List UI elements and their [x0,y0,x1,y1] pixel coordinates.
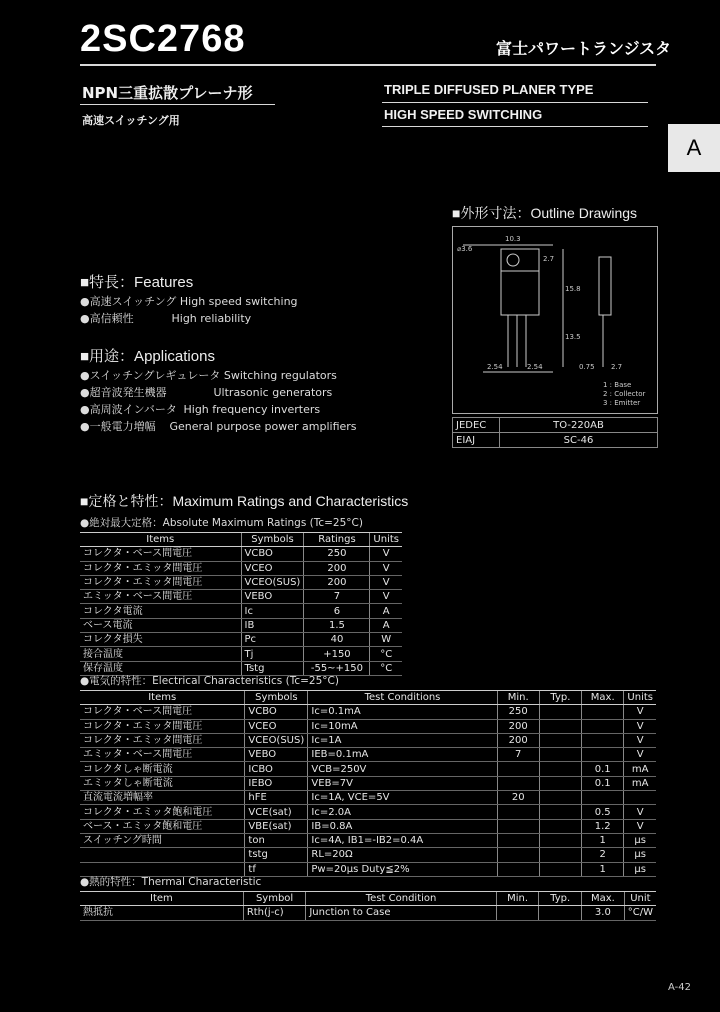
elec-unit: V [624,805,656,819]
mounting-hole [507,254,519,266]
dim-lead-width: 0.75 [579,363,595,371]
therm-min [496,906,539,920]
dim-lead-length: 13.5 [565,333,581,341]
therm-symbol: Rth(j-c) [243,906,306,920]
elec-symbol: VCEO(SUS) [245,733,308,747]
part-number: 2SC2768 [80,18,246,60]
abs-item: コレクタ・エミッタ間電圧 [80,561,241,575]
elec-symbol: tf [245,862,308,876]
package-table [452,417,658,448]
elec-max: 2 [582,848,624,862]
abs-item: コレクタ損失 [80,633,241,647]
elec-max: 0.5 [582,805,624,819]
abs-max-title: ●絶対最大定格：Absolute Maximum Ratings (Tc=25°C) [80,517,363,529]
elec-min: 250 [497,705,539,719]
package-body [501,271,539,315]
elec-typ [539,819,581,833]
elec-min: 20 [497,791,539,805]
elec-symbol: hFE [245,791,308,805]
elec-condition: Ic=1A, VCE=5V [308,791,497,805]
col-items: Items [80,691,245,705]
abs-item: ベース電流 [80,618,241,632]
elec-typ [539,805,581,819]
therm-unit: °C/W [624,906,656,920]
abs-unit: °C [370,661,402,675]
abs-symbol: IB [241,618,304,632]
abs-rating: 1.5 [304,618,370,632]
col-symbol: Symbol [243,892,306,906]
abs-rating: 7 [304,590,370,604]
elec-max [582,705,624,719]
elec-typ [539,762,581,776]
applications-title: ■用途：Applications [80,348,215,365]
elec-item: コレクタしゃ断電流 [80,762,245,776]
elec-item: コレクタ・エミッタ飽和電圧 [80,805,245,819]
pin-legend-3: 3 : Emitter [603,399,641,407]
abs-row [80,633,402,647]
elec-min [497,833,539,847]
abs-row [80,618,402,632]
elec-unit [624,791,656,805]
elec-item: コレクタ・エミッタ間電圧 [80,719,245,733]
abs-item: コレクタ電流 [80,604,241,618]
elec-max: 1 [582,833,624,847]
abs-rating: +150 [304,647,370,661]
abs-rating: 6 [304,604,370,618]
thermal-title: ●熱的特性：Thermal Characteristic [80,876,262,888]
therm-item: 熱抵抗 [80,906,243,920]
abs-item: エミッタ・ベース間電圧 [80,590,241,604]
elec-min [497,819,539,833]
elec-unit: V [624,748,656,762]
application-jp: ●高周波インバータ [80,403,177,416]
elec-symbol: ICBO [245,762,308,776]
elec-symbol: VCEO [245,719,308,733]
application-item [80,384,332,400]
therm-row [80,906,656,920]
therm-condition: Junction to Case [306,906,496,920]
package-std: JEDEC [453,418,500,433]
elec-typ [539,848,581,862]
elec-condition: Ic=2.0A [308,805,497,819]
elec-item: エミッタしゃ断電流 [80,776,245,790]
package-row [453,433,658,448]
abs-row [80,561,402,575]
elec-max [582,791,624,805]
abs-symbol: VCEO(SUS) [241,575,304,589]
abs-unit: V [370,575,402,589]
dim-pitch-1: 2.54 [487,363,503,371]
elec-item: コレクタ・ベース間電圧 [80,705,245,719]
outline-title: ■外形寸法：Outline Drawings [452,205,638,221]
elec-max [582,733,624,747]
features-title: ■特長：Features [80,274,194,291]
abs-unit: W [370,633,402,647]
elec-typ [539,776,581,790]
abs-row [80,547,402,561]
abs-unit: A [370,618,402,632]
col-item: Item [80,892,243,906]
thermal-table [80,891,656,921]
elec-min [497,762,539,776]
col-min: Min. [496,892,539,906]
col-typ: Typ. [539,691,581,705]
dim-width: 10.3 [505,235,521,243]
abs-rating: 200 [304,575,370,589]
pin-legend-2: 2 : Collector [603,390,646,398]
abs-unit: V [370,590,402,604]
elec-condition: Ic=10mA [308,719,497,733]
application-jp: ●スイッチングレギュレータ [80,369,221,382]
abs-item: 保存温度 [80,661,241,675]
use-en: HIGH SPEED SWITCHING [384,107,543,122]
elec-unit: μs [624,833,656,847]
application-en: General purpose power amplifiers [169,420,357,433]
package-code: TO-220AB [500,418,658,433]
elec-row [80,791,656,805]
elec-item: エミッタ・ベース間電圧 [80,748,245,762]
package-row [453,418,658,433]
elec-condition: RL=20Ω [308,848,497,862]
page-number: A-42 [668,982,691,993]
elec-symbol: VCE(sat) [245,805,308,819]
elec-symbol: IEBO [245,776,308,790]
ratings-title: ■定格と特性：Maximum Ratings and Characteristics [80,493,409,509]
dim-tab-height: 2.7 [543,255,555,263]
type-jp: NPN三重拡散プレーナ形 [82,84,253,102]
col-ratings: Ratings [304,533,370,547]
abs-header-row [80,533,402,547]
elec-symbol: tstg [245,848,308,862]
elec-min [497,862,539,876]
elec-row [80,848,656,862]
elec-row [80,733,656,747]
abs-symbol: VEBO [241,590,304,604]
application-jp: ●一般電力増幅 [80,420,156,433]
elec-typ [539,833,581,847]
application-en: High frequency inverters [183,403,321,416]
feature-item [80,293,298,309]
elec-unit: μs [624,862,656,876]
feature-item [80,310,251,326]
elec-symbol: ton [245,833,308,847]
application-en: Switching regulators [223,369,337,382]
abs-unit: V [370,561,402,575]
abs-row [80,590,402,604]
section-tab: A [668,124,720,172]
side-body [599,257,611,315]
electrical-table [80,690,656,877]
elec-min [497,805,539,819]
col-units: Units [370,533,402,547]
abs-unit: A [370,604,402,618]
elec-row [80,705,656,719]
abs-rating: 200 [304,561,370,575]
type-rule-right [382,102,648,103]
elec-header-row [80,691,656,705]
elec-row [80,833,656,847]
elec-min: 200 [497,719,539,733]
dim-thickness: 2.7 [611,363,623,371]
application-item [80,401,320,417]
use-jp: 高速スイッチング用 [82,114,180,127]
elec-max: 0.1 [582,762,624,776]
abs-symbol: Pc [241,633,304,647]
elec-condition: Ic=1A [308,733,497,747]
package-std: EIAJ [453,433,500,448]
elec-typ [539,791,581,805]
abs-rating: 250 [304,547,370,561]
abs-symbol: Tj [241,647,304,661]
elec-condition: VCB=250V [308,762,497,776]
elec-max [582,719,624,733]
feature-en: High speed switching [179,295,298,308]
elec-min [497,848,539,862]
feature-jp: ●高信頼性 [80,312,134,325]
elec-item [80,848,245,862]
feature-jp: ●高速スイッチング [80,295,177,308]
dim-height: 15.8 [565,285,581,293]
package-code: SC-46 [500,433,658,448]
col-max: Max. [582,691,624,705]
elec-condition: Ic=4A, IB1=-IB2=0.4A [308,833,497,847]
col-test-condition: Test Condition [306,892,496,906]
elec-condition: VEB=7V [308,776,497,790]
elec-symbol: VEBO [245,748,308,762]
elec-row [80,805,656,819]
elec-unit: mA [624,762,656,776]
use-rule-right [382,126,648,127]
application-item [80,367,337,383]
elec-condition: Pw=20μs Duty≦2% [308,862,497,876]
feature-en: High reliability [171,312,252,325]
manufacturer-label: 富士パワートランジスタ [496,39,672,58]
type-en: TRIPLE DIFFUSED PLANER TYPE [384,82,594,97]
elec-item: スイッチング時間 [80,833,245,847]
application-en: Ultrasonic generators [213,386,333,399]
col-units: Units [624,691,656,705]
elec-title: ●電気的特性：Electrical Characteristics (Tc=25°C) [80,675,339,687]
abs-symbol: VCEO [241,561,304,575]
outline-drawing-frame [452,226,658,414]
abs-unit: °C [370,647,402,661]
therm-typ [539,906,582,920]
col-min: Min. [497,691,539,705]
elec-max: 0.1 [582,776,624,790]
abs-symbol: Tstg [241,661,304,675]
abs-rating: -55~+150 [304,661,370,675]
type-rule-left [80,104,275,105]
therm-max: 3.0 [582,906,625,920]
abs-unit: V [370,547,402,561]
elec-condition: IB=0.8A [308,819,497,833]
elec-unit: V [624,819,656,833]
abs-row [80,647,402,661]
abs-item: コレクタ・エミッタ間電圧 [80,575,241,589]
abs-symbol: VCBO [241,547,304,561]
abs-rating: 40 [304,633,370,647]
abs-max-table [80,532,402,676]
elec-min: 7 [497,748,539,762]
col-unit: Unit [624,892,656,906]
elec-symbol: VBE(sat) [245,819,308,833]
abs-row [80,575,402,589]
elec-max: 1 [582,862,624,876]
elec-row [80,719,656,733]
col-test-conditions: Test Conditions [308,691,497,705]
abs-item: コレクタ・ベース間電圧 [80,547,241,561]
application-item [80,418,357,434]
therm-header-row [80,892,656,906]
elec-min [497,776,539,790]
elec-row [80,748,656,762]
elec-min: 200 [497,733,539,747]
col-symbols: Symbols [241,533,304,547]
elec-condition: Ic=0.1mA [308,705,497,719]
dim-pitch-2: 2.54 [527,363,543,371]
elec-condition: IEB=0.1mA [308,748,497,762]
elec-row [80,776,656,790]
header-rule [80,64,656,66]
elec-unit: V [624,705,656,719]
elec-symbol: VCBO [245,705,308,719]
col-items: Items [80,533,241,547]
elec-item: コレクタ・エミッタ間電圧 [80,733,245,747]
elec-max [582,748,624,762]
elec-unit: V [624,733,656,747]
col-typ: Typ. [539,892,582,906]
pin-legend-1: 1 : Base [603,381,632,389]
dim-hole: ⌀3.6 [457,245,473,253]
abs-symbol: Ic [241,604,304,618]
elec-item: ベース・エミッタ飽和電圧 [80,819,245,833]
elec-row [80,819,656,833]
elec-typ [539,862,581,876]
elec-typ [539,748,581,762]
elec-item: 直流電流増幅率 [80,791,245,805]
to220-outline-drawing [453,227,657,413]
elec-row [80,762,656,776]
abs-row [80,604,402,618]
elec-typ [539,719,581,733]
abs-item: 接合温度 [80,647,241,661]
elec-unit: μs [624,848,656,862]
elec-typ [539,733,581,747]
application-jp: ●超音波発生機器 [80,386,167,399]
elec-unit: V [624,719,656,733]
elec-unit: mA [624,776,656,790]
col-max: Max. [582,892,625,906]
col-symbols: Symbols [245,691,308,705]
elec-typ [539,705,581,719]
elec-max: 1.2 [582,819,624,833]
